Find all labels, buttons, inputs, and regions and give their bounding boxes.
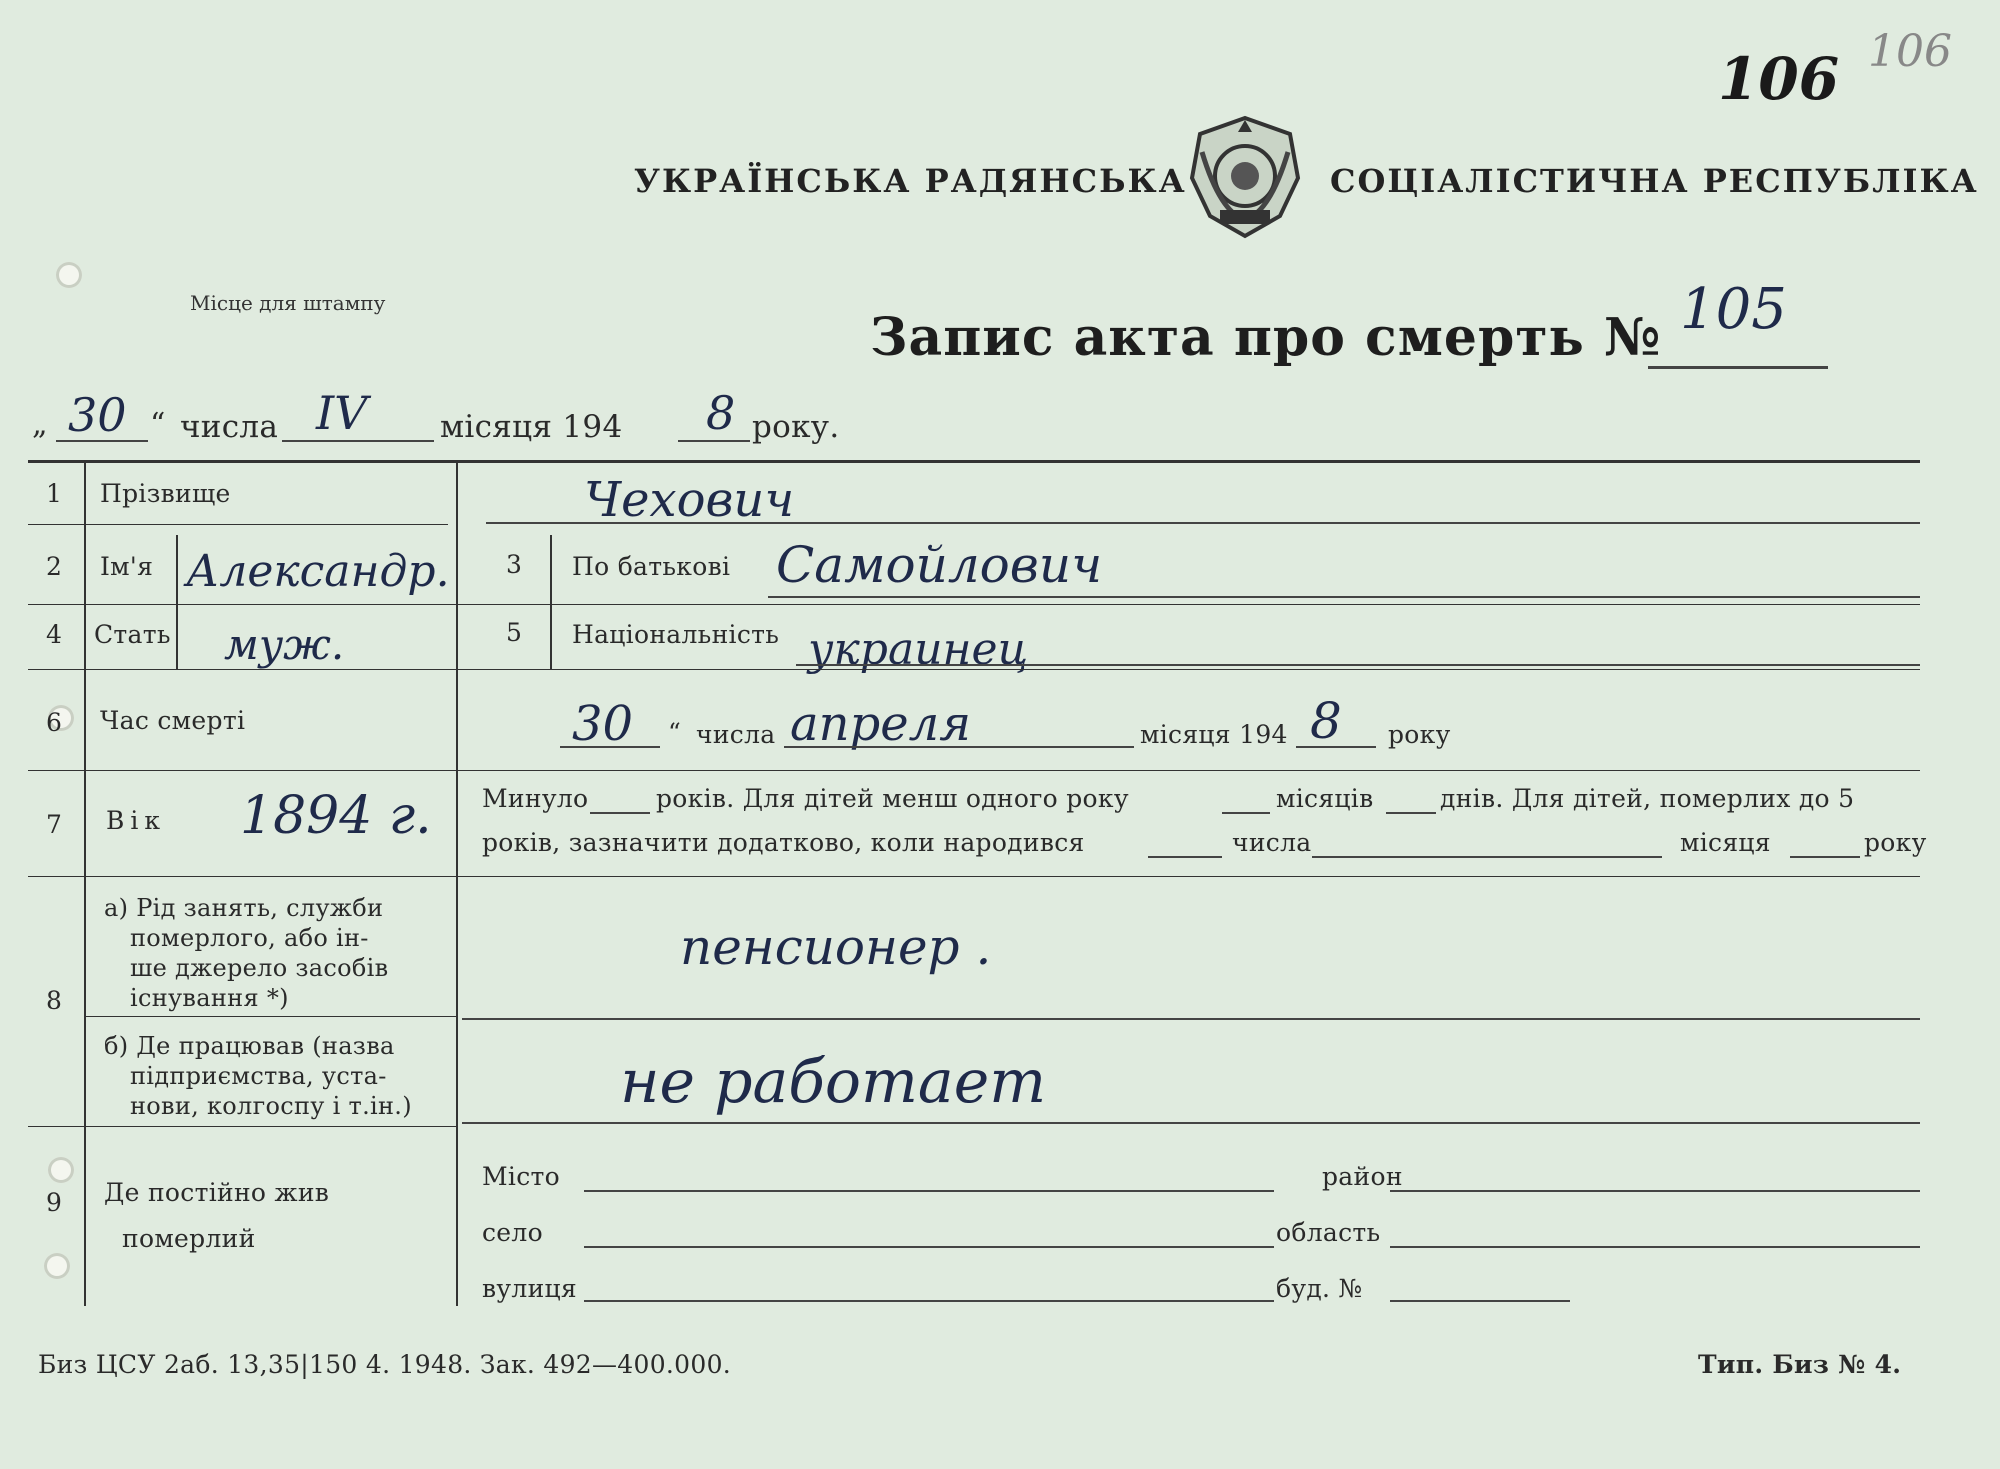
age-line1-d: днів. Для дітей, померлих до 5 [1440,784,1855,813]
row-9-number: 9 [46,1188,63,1217]
nationality-value: украинец [808,624,1029,675]
row-6-number: 6 [46,708,63,737]
age-line1-c: місяців [1276,784,1374,813]
nationality-label: Національність [572,620,780,649]
name-sex-divider [176,535,178,669]
record-year-digit: 8 [706,386,736,440]
row-7-bottom-line [28,876,1920,877]
region-line[interactable] [1390,1246,1920,1248]
record-day-label: числа [180,409,279,445]
surname-value: Чехович [584,472,795,528]
row-4-bottom-line [28,669,1920,670]
birth-year-line [1790,856,1860,858]
surname-line [486,522,1920,524]
num-column-divider [84,460,86,1306]
row-8-number: 8 [46,986,63,1015]
occupation-label-4: існування *) [130,984,289,1012]
table-top-border [28,460,1920,463]
record-month-label: місяця 194 [440,409,623,445]
quote-open: „ [32,407,48,442]
record-year-line [678,440,750,442]
sex-value: муж. [224,620,345,669]
punch-hole [44,1253,70,1279]
birth-day-line [1148,856,1222,858]
header-right: СОЦІАЛІСТИЧНА РЕСПУБЛІКА [1330,162,1979,200]
row-3-number: 3 [506,550,523,579]
city-label: Місто [482,1162,560,1191]
nationality-line [796,664,1920,666]
district-label: район [1322,1162,1403,1191]
age-months-line [1222,812,1270,814]
row-1-number: 1 [46,479,63,508]
first-name-label: Ім'я [100,552,154,581]
footer-print-info: Биз ЦСУ 2аб. 13,35|150 4. 1948. Зак. 492—400.000. [38,1350,732,1379]
building-label: буд. № [1276,1274,1363,1303]
village-line[interactable] [584,1246,1274,1248]
workplace-label-2: підприємства, уста- [130,1062,387,1090]
death-year-digit: 8 [1310,692,1342,750]
workplace-value: не работает [620,1047,1047,1117]
age-line2-b: числа [1232,828,1312,857]
death-year-line [1296,746,1376,748]
street-line[interactable] [584,1300,1274,1302]
district-line[interactable] [1390,1190,1920,1192]
punch-hole [48,1157,74,1183]
record-month-line [282,440,434,442]
record-day-line [56,440,148,442]
quote-mark: “ [668,718,682,747]
record-number: 105 [1680,277,1787,342]
village-label: село [482,1218,543,1247]
row-8a-bottom-line [84,1016,456,1017]
residence-label-2: померлий [122,1224,256,1253]
stamp-place-label: Місце для штампу [190,291,386,315]
row-5-number: 5 [506,618,523,647]
street-label: вулиця [482,1274,577,1303]
death-time-label: Час смерті [100,706,246,735]
death-month-line [784,746,1134,748]
surname-label: Прізвище [100,479,231,508]
header-left: УКРАЇНСЬКА РАДЯНСЬКА [634,162,1187,200]
death-month: апреля [790,696,972,752]
page-title: Запис акта про смерть № [870,307,1662,368]
patronymic-value: Самойлович [776,536,1103,594]
region-label: область [1276,1218,1381,1247]
birth-month-line [1312,856,1662,858]
residence-label-1: Де постійно жив [104,1178,330,1207]
death-day-line [560,746,660,748]
patronymic-line [768,596,1920,598]
age-days-line [1386,812,1436,814]
emblem-icon [1180,112,1310,242]
label-column-divider [456,460,458,1306]
death-month-label: місяця 194 [1140,720,1288,749]
occupation-value: пенсионер . [680,918,992,976]
page-number: 106 [1718,45,1840,113]
age-line1-b: років. Для дітей менш одного року [656,784,1129,813]
occupation-label-1: а) Рід занять, служби [104,894,384,922]
punch-hole [56,262,82,288]
row-1-bottom-line [28,524,448,525]
workplace-label-1: б) Де працював (назва [104,1032,395,1060]
occupation-label-2: померлого, або ін- [130,924,369,952]
workplace-label-3: нови, колгоспу і т.ін.) [130,1092,412,1120]
occupation-label-3: ше джерело засобів [130,954,389,982]
age-line1-a: Минуло [482,784,589,813]
age-line2-a: років, зазначити додатково, коли народився [482,828,1085,857]
occupation-line [462,1018,1920,1020]
age-label: Вік [106,806,166,835]
building-line[interactable] [1390,1300,1570,1302]
patronymic-label: По батькові [572,552,731,581]
row-2-bottom-line [28,604,1920,605]
row-6-bottom-line [28,770,1920,771]
row-4-number: 4 [46,620,63,649]
city-line[interactable] [584,1190,1274,1192]
row-8-bottom-line [28,1126,456,1127]
death-day: 30 [572,696,634,752]
row-7-number: 7 [46,810,63,839]
patronymic-divider [550,535,552,669]
row-2-number: 2 [46,552,63,581]
record-day: 30 [68,388,127,442]
age-value: 1894 г. [240,786,432,846]
title-number-line [1648,366,1828,369]
page-number-pencil: 106 [1868,26,1952,77]
record-year-label: року. [752,409,840,445]
death-day-label: числа [696,720,776,749]
first-name-value: Александр. [186,546,450,597]
record-month: IV [316,386,368,440]
age-years-line [590,812,650,814]
death-year-label: року [1388,720,1451,749]
footer-printer: Тип. Биз № 4. [1698,1350,1902,1379]
sex-label: Стать [94,620,171,649]
age-line2-c: місяця [1680,828,1771,857]
quote-close: “ [150,407,166,442]
workplace-line [462,1122,1920,1124]
age-line2-d: року [1864,828,1927,857]
